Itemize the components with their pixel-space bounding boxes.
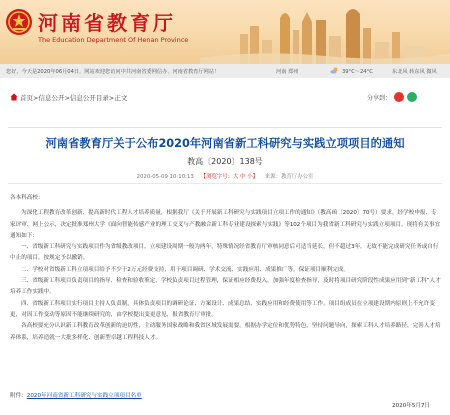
article-body — [10, 193, 442, 344]
breadcrumb-separator: > — [64, 94, 70, 102]
attachment-line — [10, 391, 142, 399]
site-header — [0, 0, 450, 64]
share-label: 分享到： — [367, 94, 392, 102]
weather-wind: 东北风 转东风 微风 — [392, 69, 437, 75]
weibo-icon[interactable] — [394, 92, 404, 102]
site-title: 河南省教育厅 — [38, 11, 176, 35]
wechat-icon[interactable] — [407, 92, 417, 102]
site-subtitle: The Education Department Of Henan Province — [38, 36, 189, 44]
article-meta — [0, 172, 450, 180]
breadcrumb-info-catalog[interactable]: 信息公开目录 — [69, 94, 109, 102]
document-number: 教高〔2020〕138号 — [187, 157, 263, 166]
divider — [8, 183, 442, 184]
article-paragraph: 一、省级新工科研究与实践项目作为省级教改项目，立项建设周期一般为两年，特殊情况经省教育厅审核同意后可适当延长，但不超过3年。无故不能完成研究任务或自行中止的项目，按规定予以撤销。 — [10, 244, 439, 262]
article-paragraph: 为深化工程教育改革创新、提高新时代工程人才培养质量，根据我厅《关于开展新工科研究与实践项目立项工作的通知》（教高函〔2020〕70号）要求，经学校申报、专家评审、网上公示，决定批准郑州大学《面向智能传感产业的理工交叉与产教融合新工科专业建设探索与实践》等102个项目为我省新工科研究与实践立项项目。现将有关事宜通知如下： — [10, 210, 441, 239]
divider — [8, 127, 442, 128]
greeting-text: 您好，今天是2020年06月04日，网站欢迎您访问中共河南省委网信办、河南省教育厅网站！ — [6, 69, 220, 75]
weather-city: 河南 郑州 — [276, 69, 299, 75]
home-icon — [10, 93, 18, 101]
breadcrumb-separator: > — [33, 94, 39, 102]
cloud-sun-icon — [330, 67, 338, 74]
top-info-bar — [0, 64, 450, 78]
footer-date: 2020年5月7日 — [392, 403, 431, 409]
breadcrumb-bar — [0, 78, 450, 120]
article-paragraph: 二、学校对省级新工科立项项目给予不少于2万元经费支持，用于项目调研、学术交流、实践应用、成果推广等，保证项目顺利完成。 — [21, 266, 349, 273]
font-size-options[interactable]: 大 中 小 — [233, 174, 253, 180]
attachment-label: 附件： — [10, 393, 27, 399]
article-title: 河南省教育厅关于公布2020年河南省新工科研究与实践立项项目的通知 — [45, 137, 405, 150]
publish-date: 2020-05-09 10:10:13 — [136, 174, 194, 180]
font-size-label: 【浏览字号： — [200, 174, 234, 180]
breadcrumb-home[interactable]: 首页 — [20, 94, 33, 102]
weather-temperature: 39°C～24°C — [342, 69, 373, 75]
attachment-link[interactable]: 2020年河南省新工科研究与实践立项项目名单 — [26, 393, 142, 399]
breadcrumb — [10, 93, 127, 102]
salutation: 各本科高校： — [10, 195, 44, 201]
breadcrumb-separator: > — [108, 94, 115, 102]
article-paragraph: 三、省级新工科项目负责项目的指导、检查和验收鉴定，学校负责项目过程管理，保证相应经费投入，加强年度检查指导，及时将项目研究阶段性成果应用到“新工科”人才培养工作实践中。 — [10, 278, 441, 296]
breadcrumb-info-public[interactable]: 信息公开 — [38, 94, 65, 102]
article-paragraph: 各高校要充分认识新工科教育改革创新的迫切性，主动服务国家战略和我省区域发展需要，根据办学定位和优势特色，坚持问题导向，探索工科人才培养路径，完善人才培养体系，培养造就一大批多样化、创新型卓越工程科技人才。 — [10, 323, 441, 341]
article-source: 来源：教育厅办公室 — [264, 174, 314, 180]
city-skyline-banner — [200, 0, 450, 64]
national-emblem-icon — [5, 8, 33, 36]
breadcrumb-current: 正文 — [114, 94, 128, 102]
font-size-end: 】 — [252, 174, 259, 180]
article-paragraph: 四、省级新工科项目实行项目主持人负责制，具体负责项目的调研论证、方案设计、成果总结、实践应用和经费使用等工作。项目组成员在立项建设期内原则上不允许变更，对因工作变动等原因不能继续研究的，由学校提出变更意见，报省教育厅审批。 — [10, 300, 435, 318]
share-bar — [367, 92, 417, 102]
